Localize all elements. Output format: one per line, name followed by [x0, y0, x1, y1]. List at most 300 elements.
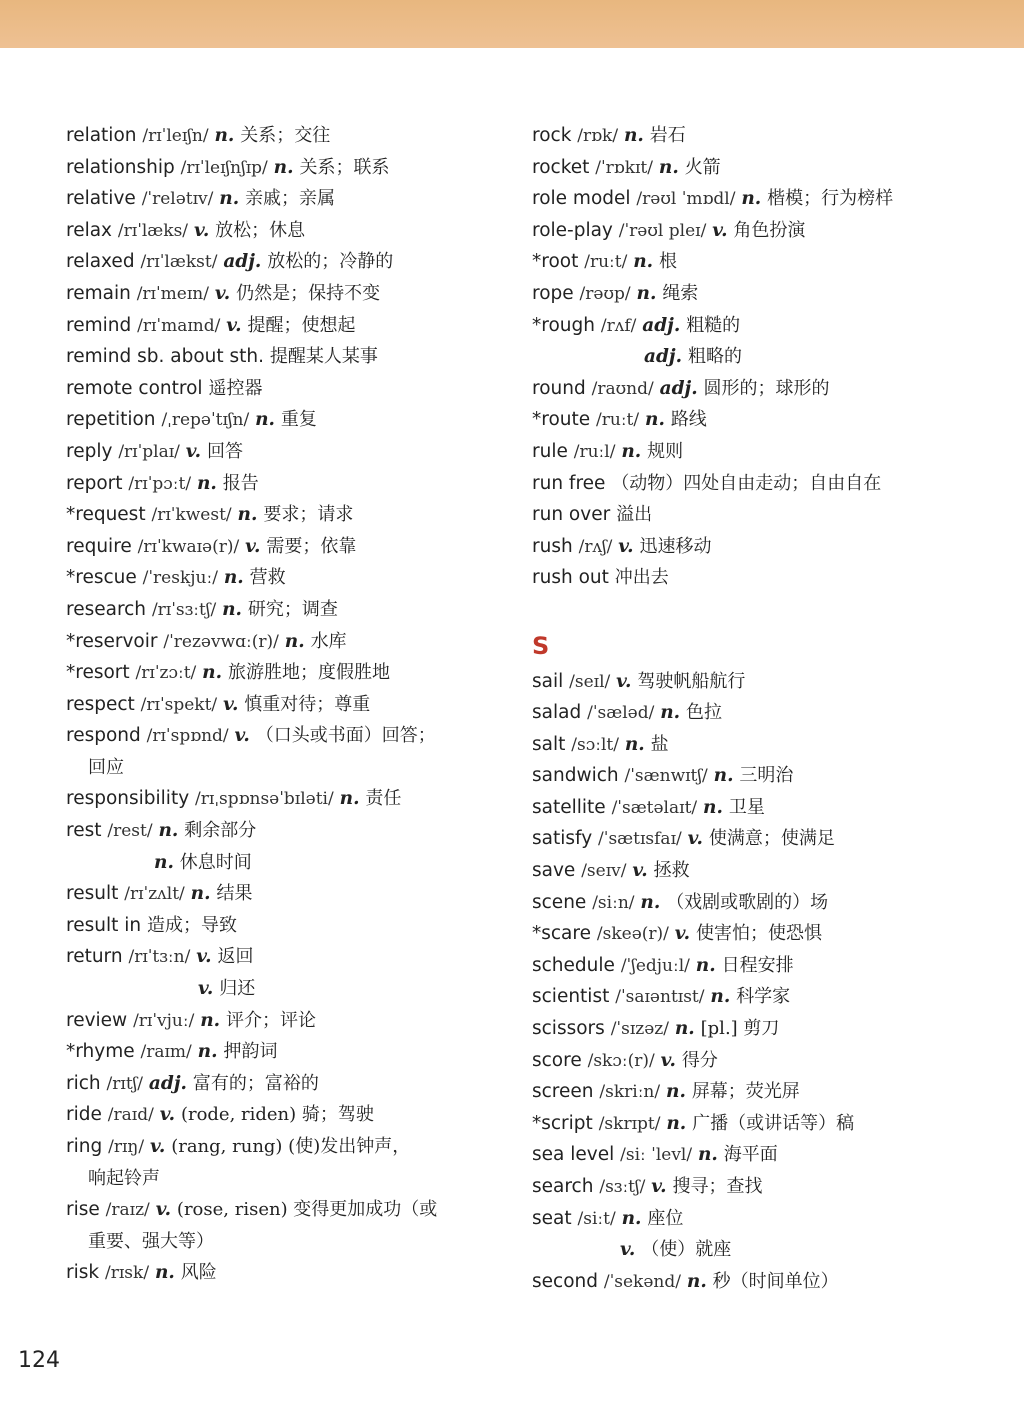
- glossary-entry: [532, 1203, 1002, 1235]
- part-of-speech: n.: [154, 1262, 175, 1284]
- definition: （动物）四处自由走动；自由自在: [611, 472, 882, 494]
- glossary-entry: [66, 152, 506, 184]
- phonetic: /ˈrəʊl pleɪ/: [618, 220, 707, 241]
- entry-sense: [66, 847, 506, 879]
- headword: schedule: [532, 954, 615, 976]
- phonetic: /siː ˈlevl/: [620, 1145, 693, 1166]
- part-of-speech: n.: [197, 1041, 218, 1063]
- phonetic: /rɪˈzʌlt/: [124, 884, 185, 905]
- headword: return: [66, 946, 123, 968]
- definition: 拯救: [653, 860, 690, 882]
- headword: *resort: [66, 662, 130, 684]
- glossary-entry: [66, 404, 506, 436]
- headword: role-play: [532, 219, 613, 241]
- headword: rush out: [532, 567, 609, 589]
- definition: 评介；评论: [226, 1009, 317, 1031]
- part-of-speech: v.: [223, 693, 239, 715]
- phonetic: /ˈrɒkɪt/: [595, 157, 653, 178]
- glossary-entry: [66, 562, 506, 594]
- part-of-speech: n.: [666, 1112, 687, 1134]
- headword: screen: [532, 1081, 594, 1103]
- definition: 仍然是；保持不变: [236, 282, 381, 304]
- definition: 搜寻；查找: [672, 1176, 763, 1197]
- glossary-entry: [532, 278, 1002, 310]
- glossary-entry: [532, 918, 1002, 950]
- definition: 三明治: [739, 765, 794, 787]
- phonetic: /skriːn/: [599, 1082, 661, 1103]
- part-of-speech: n.: [633, 251, 654, 273]
- part-of-speech: n.: [674, 1018, 695, 1040]
- definition: 楷模；行为榜样: [767, 188, 894, 210]
- entry-sense: [532, 341, 1002, 373]
- definition: （使）就座: [641, 1239, 732, 1261]
- part-of-speech: n.: [273, 156, 294, 178]
- headword: seat: [532, 1207, 572, 1229]
- glossary-entry: [532, 981, 1002, 1013]
- phonetic: /ruːt/: [596, 410, 640, 431]
- phonetic: /ˈsɪzəz/: [610, 1019, 669, 1040]
- headword: role model: [532, 188, 631, 210]
- part-of-speech: n.: [190, 883, 211, 905]
- definition: 关系；联系: [299, 156, 390, 178]
- definition: 责任: [365, 788, 402, 810]
- definition: (rose, risen) 变得更加成功（或: [176, 1199, 438, 1221]
- entry-sense: [66, 973, 506, 1005]
- definition: 慎重对待；尊重: [244, 693, 371, 715]
- part-of-speech: n.: [255, 409, 275, 431]
- definition: 绳索: [662, 282, 699, 304]
- phonetic: /rɪˈplaɪ/: [118, 441, 180, 462]
- headword: risk: [66, 1262, 100, 1284]
- part-of-speech: adj.: [659, 377, 698, 399]
- glossary-entry: [532, 310, 1002, 342]
- glossary-entry: [532, 215, 1002, 247]
- definition: 圆形的；球形的: [703, 377, 830, 399]
- part-of-speech: n.: [666, 1081, 686, 1103]
- part-of-speech: adj.: [148, 1072, 187, 1094]
- part-of-speech: adj.: [644, 346, 683, 368]
- top-color-band: [0, 0, 1024, 48]
- part-of-speech: v.: [620, 1239, 636, 1261]
- definition: 富有的；富裕的: [192, 1072, 319, 1094]
- glossary-entry: [66, 436, 506, 468]
- glossary-entry: [532, 823, 1002, 855]
- part-of-speech: n.: [695, 954, 716, 976]
- part-of-speech: v.: [214, 282, 231, 304]
- glossary-entry: [532, 855, 1002, 887]
- headword: respond: [66, 725, 141, 747]
- headword: relation: [66, 125, 137, 146]
- definition: 驾驶帆船航行: [637, 670, 746, 692]
- phonetic: /rɪˈkwest/: [151, 505, 232, 526]
- glossary-entry: [66, 1068, 506, 1100]
- part-of-speech: n.: [284, 630, 305, 652]
- phonetic: /ˈrezəvwɑː(r)/: [163, 631, 279, 652]
- definition: 卫星: [728, 796, 765, 818]
- phonetic: /skeə(r)/: [596, 924, 669, 945]
- glossary-entry: [66, 689, 506, 721]
- glossary-entry: [532, 404, 1002, 436]
- definition: 归还: [219, 978, 256, 1000]
- glossary-entry: [532, 950, 1002, 982]
- definition: 科学家: [736, 986, 791, 1008]
- phonetic: /raɪd/: [107, 1105, 154, 1126]
- definition: 放松；休息: [215, 219, 306, 241]
- part-of-speech: v.: [687, 828, 703, 850]
- part-of-speech: n.: [196, 472, 217, 494]
- phonetic: /seɪv/: [581, 861, 627, 882]
- part-of-speech: n.: [200, 1009, 221, 1031]
- part-of-speech: v.: [660, 1049, 676, 1071]
- phonetic: /ˈsæləd/: [587, 703, 655, 724]
- definition: 屏幕；荧光屏: [691, 1081, 800, 1103]
- glossary-column-right: [532, 120, 1002, 1297]
- definition: 回应: [88, 756, 124, 778]
- definition: 日程安排: [721, 954, 794, 976]
- section-letter: S: [532, 631, 550, 660]
- part-of-speech: v.: [234, 725, 250, 747]
- glossary-entry: [66, 941, 506, 973]
- headword: relax: [66, 219, 113, 241]
- headword: remote control: [66, 377, 203, 399]
- part-of-speech: v.: [196, 946, 212, 968]
- part-of-speech: n.: [339, 788, 360, 810]
- definition: 遥控器: [208, 377, 263, 399]
- definition: 火箭: [684, 156, 721, 178]
- section-gap: [532, 594, 1002, 626]
- definition: （口头或书面）回答；: [255, 725, 436, 747]
- headword: research: [66, 598, 147, 620]
- definition: 关系；交往: [240, 125, 331, 146]
- definition: 重复: [280, 409, 317, 431]
- part-of-speech: n.: [219, 188, 240, 210]
- glossary-entry: [532, 183, 1002, 215]
- phonetic: /skrɪpt/: [598, 1113, 661, 1134]
- phonetic: /rʌf/: [600, 315, 637, 336]
- phonetic: /rɪˈleɪʃn/: [142, 126, 209, 146]
- glossary-entry: [532, 1108, 1002, 1140]
- definition: 广播（或讲话等）稿: [692, 1112, 855, 1134]
- headword: rope: [532, 282, 574, 304]
- headword: rock: [532, 125, 572, 146]
- glossary-entry: [66, 720, 506, 752]
- definition: 迅速移动: [639, 535, 712, 557]
- headword: relative: [66, 188, 136, 210]
- phonetic: /ruːl/: [573, 441, 616, 462]
- glossary-entry: [66, 1194, 506, 1226]
- headword: *route: [532, 409, 591, 431]
- headword: reply: [66, 440, 113, 462]
- glossary-entry: [66, 594, 506, 626]
- glossary-entry: [532, 531, 1002, 563]
- part-of-speech: v.: [245, 535, 261, 557]
- headword: salad: [532, 702, 582, 724]
- glossary-entry: [532, 666, 1002, 698]
- definition: 使满意；使满足: [708, 828, 835, 850]
- glossary-entry: [532, 120, 1002, 152]
- headword: result in: [66, 914, 142, 936]
- glossary-entry: [532, 1266, 1002, 1298]
- entry-continuation: [66, 1226, 506, 1258]
- headword: score: [532, 1049, 582, 1071]
- glossary-entry: [532, 468, 1002, 500]
- part-of-speech: v.: [712, 219, 728, 241]
- glossary-entry: [66, 373, 506, 405]
- glossary-entry: [532, 152, 1002, 184]
- phonetic: /rest/: [107, 821, 153, 842]
- glossary-entry: [66, 531, 506, 563]
- definition: 休息时间: [179, 851, 252, 873]
- phonetic: /rɪˈkwaɪə(r)/: [137, 536, 240, 557]
- part-of-speech: v.: [632, 860, 648, 882]
- glossary-entry: [532, 1171, 1002, 1203]
- definition: 座位: [647, 1207, 684, 1229]
- part-of-speech: n.: [623, 125, 644, 146]
- part-of-speech: v.: [651, 1176, 667, 1197]
- part-of-speech: v.: [618, 535, 634, 557]
- glossary-entry: [66, 341, 506, 373]
- definition: 水库: [310, 630, 347, 652]
- glossary-column-left: [66, 120, 506, 1289]
- headword: review: [66, 1009, 128, 1031]
- glossary-entry: [532, 1076, 1002, 1108]
- headword: search: [532, 1176, 594, 1197]
- phonetic: /raʊnd/: [591, 378, 654, 399]
- phonetic: /siːt/: [577, 1208, 616, 1229]
- glossary-entry: [66, 815, 506, 847]
- definition: 冲出去: [614, 567, 669, 589]
- glossary-entry: [66, 1131, 506, 1163]
- glossary-entry: [66, 310, 506, 342]
- definition: 报告: [222, 472, 259, 494]
- phonetic: /siːn/: [592, 892, 635, 913]
- headword: save: [532, 860, 576, 882]
- definition: 秒（时间单位）: [712, 1270, 839, 1292]
- definition: [pl.] 剪刀: [700, 1018, 780, 1040]
- part-of-speech: v.: [149, 1136, 166, 1157]
- definition: 响起铃声: [88, 1167, 160, 1189]
- glossary-entry: [532, 373, 1002, 405]
- headword: round: [532, 377, 586, 399]
- headword: relaxed: [66, 251, 135, 273]
- headword: rule: [532, 440, 568, 462]
- part-of-speech: n.: [154, 851, 174, 873]
- glossary-entry: [532, 729, 1002, 761]
- part-of-speech: n.: [697, 1144, 718, 1166]
- part-of-speech: n.: [237, 504, 258, 526]
- entry-continuation: [66, 752, 506, 784]
- headword: repetition: [66, 409, 156, 431]
- glossary-entry: [66, 1257, 506, 1289]
- headword: responsibility: [66, 788, 190, 810]
- definition: 提醒；使想起: [247, 314, 356, 336]
- headword: scissors: [532, 1018, 605, 1040]
- headword: *scare: [532, 923, 591, 945]
- headword: ride: [66, 1104, 102, 1126]
- definition: 粗糙的: [686, 314, 741, 336]
- phonetic: /rɪˈvjuː/: [133, 1010, 195, 1031]
- phonetic: /rɪsk/: [105, 1263, 150, 1284]
- part-of-speech: v.: [159, 1104, 176, 1126]
- definition: 路线: [670, 409, 707, 431]
- phonetic: /rɪˌspɒnsəˈbɪləti/: [195, 789, 334, 810]
- phonetic: /raɪz/: [105, 1200, 150, 1221]
- headword: sail: [532, 670, 564, 692]
- part-of-speech: n.: [710, 986, 731, 1008]
- definition: 押韵词: [223, 1041, 278, 1063]
- definition: 使害怕；使恐惧: [696, 923, 822, 945]
- phonetic: /rɒk/: [577, 126, 619, 146]
- definition: 粗略的: [687, 346, 742, 368]
- headword: relationship: [66, 156, 175, 178]
- glossary-entry: [66, 468, 506, 500]
- headword: respect: [66, 693, 135, 715]
- headword: *request: [66, 504, 146, 526]
- headword: *reservoir: [66, 630, 158, 652]
- glossary-entry: [532, 436, 1002, 468]
- glossary-entry: [532, 760, 1002, 792]
- definition: 造成；导致: [146, 914, 237, 936]
- glossary-entry: [66, 1036, 506, 1068]
- headword: second: [532, 1270, 598, 1292]
- headword: remain: [66, 282, 131, 304]
- definition: （戏剧或歌剧的）场: [666, 891, 829, 913]
- part-of-speech: adj.: [642, 314, 681, 336]
- definition: 风险: [180, 1262, 217, 1284]
- headword: *script: [532, 1112, 593, 1134]
- part-of-speech: n.: [624, 733, 645, 755]
- phonetic: /rɪˈsɜːtʃ/: [151, 599, 217, 620]
- glossary-entry: [66, 910, 506, 942]
- definition: 角色扮演: [733, 219, 806, 241]
- definition: 色拉: [686, 702, 722, 724]
- part-of-speech: v.: [616, 670, 632, 692]
- headword: run over: [532, 504, 611, 526]
- entry-continuation: [66, 1163, 506, 1195]
- phonetic: /seɪl/: [569, 671, 611, 692]
- headword: report: [66, 472, 123, 494]
- phonetic: /ˈrelətɪv/: [141, 189, 214, 210]
- definition: 亲戚；亲属: [245, 188, 336, 210]
- part-of-speech: n.: [660, 702, 681, 724]
- glossary-entry: [66, 626, 506, 658]
- definition: 海平面: [723, 1144, 778, 1166]
- glossary-entry: [66, 215, 506, 247]
- phonetic: /raɪm/: [140, 1042, 192, 1063]
- part-of-speech: n.: [621, 1207, 642, 1229]
- headword: salt: [532, 733, 566, 755]
- definition: 提醒某人某事: [269, 346, 378, 368]
- headword: run free: [532, 472, 606, 494]
- phonetic: /rɪŋ/: [108, 1137, 145, 1157]
- phonetic: /ˈʃedjuːl/: [620, 955, 690, 976]
- headword: *rescue: [66, 567, 137, 589]
- definition: 要求；请求: [263, 504, 354, 526]
- entry-sense: [532, 1234, 1002, 1266]
- phonetic: /ruːt/: [584, 252, 628, 273]
- part-of-speech: v.: [155, 1199, 172, 1221]
- glossary-entry: [66, 278, 506, 310]
- glossary-entry: [532, 887, 1002, 919]
- part-of-speech: v.: [185, 440, 202, 462]
- phonetic: /ˈsætɪsfaɪ/: [598, 829, 682, 850]
- part-of-speech: n.: [202, 662, 223, 684]
- headword: satellite: [532, 796, 606, 818]
- glossary-entry: [532, 562, 1002, 594]
- glossary-entry: [66, 1099, 506, 1131]
- phonetic: /rɪˈlækst/: [140, 252, 218, 273]
- part-of-speech: n.: [645, 409, 665, 431]
- glossary-entry: [66, 499, 506, 531]
- part-of-speech: n.: [223, 567, 244, 589]
- glossary-entry: [532, 246, 1002, 278]
- part-of-speech: v.: [674, 923, 691, 945]
- glossary-entry: [532, 1045, 1002, 1077]
- headword: require: [66, 535, 132, 557]
- glossary-entry: [532, 499, 1002, 531]
- headword: sandwich: [532, 765, 619, 787]
- headword: result: [66, 883, 119, 905]
- glossary-entry: [66, 246, 506, 278]
- definition: 旅游胜地；度假胜地: [227, 662, 390, 684]
- headword: sea level: [532, 1144, 615, 1166]
- definition: 回答: [207, 440, 244, 462]
- part-of-speech: v.: [226, 314, 242, 336]
- definition: 营救: [249, 567, 286, 589]
- headword: scene: [532, 891, 587, 913]
- phonetic: /rʌʃ/: [578, 536, 613, 557]
- glossary-entry: [66, 657, 506, 689]
- part-of-speech: n.: [222, 598, 242, 620]
- definition: 剩余部分: [184, 820, 257, 842]
- definition: 根: [659, 251, 678, 273]
- glossary-entry: [532, 792, 1002, 824]
- part-of-speech: n.: [741, 188, 762, 210]
- part-of-speech: n.: [703, 796, 723, 818]
- glossary-entry: [532, 1139, 1002, 1171]
- page-number: 124: [18, 1348, 60, 1373]
- definition: 岩石: [649, 125, 686, 146]
- phonetic: /rɪˈspekt/: [140, 694, 218, 715]
- glossary-entry: [66, 878, 506, 910]
- headword: *rhyme: [66, 1041, 135, 1063]
- part-of-speech: n.: [636, 282, 657, 304]
- definition: 返回: [217, 946, 254, 968]
- phonetic: /ˈsaɪəntɪst/: [615, 987, 705, 1008]
- phonetic: /ˌrepəˈtɪʃn/: [161, 410, 250, 431]
- part-of-speech: n.: [658, 156, 679, 178]
- definition: 规则: [647, 440, 684, 462]
- phonetic: /sɔːlt/: [571, 734, 619, 755]
- phonetic: /rɪtʃ/: [106, 1073, 144, 1094]
- phonetic: /rɪˈspɒnd/: [146, 726, 229, 747]
- phonetic: /rɪˈtɜːn/: [128, 947, 191, 968]
- headword: scientist: [532, 986, 610, 1008]
- headword: remind sb. about sth.: [66, 346, 264, 368]
- part-of-speech: n.: [214, 125, 235, 146]
- definition: 盐: [650, 733, 669, 755]
- definition: (rode, riden) 骑；驾驶: [180, 1104, 374, 1126]
- phonetic: /rɪˈlæks/: [117, 220, 189, 241]
- phonetic: /rɪˈpɔːt/: [128, 473, 192, 494]
- headword: rest: [66, 820, 102, 842]
- part-of-speech: adj.: [223, 251, 262, 273]
- phonetic: /rəʊl ˈmɒdl/: [636, 189, 736, 210]
- phonetic: /ˈsætəlaɪt/: [611, 797, 698, 818]
- phonetic: /sɜːtʃ/: [599, 1177, 646, 1197]
- headword: ring: [66, 1136, 103, 1157]
- glossary-entry: [532, 697, 1002, 729]
